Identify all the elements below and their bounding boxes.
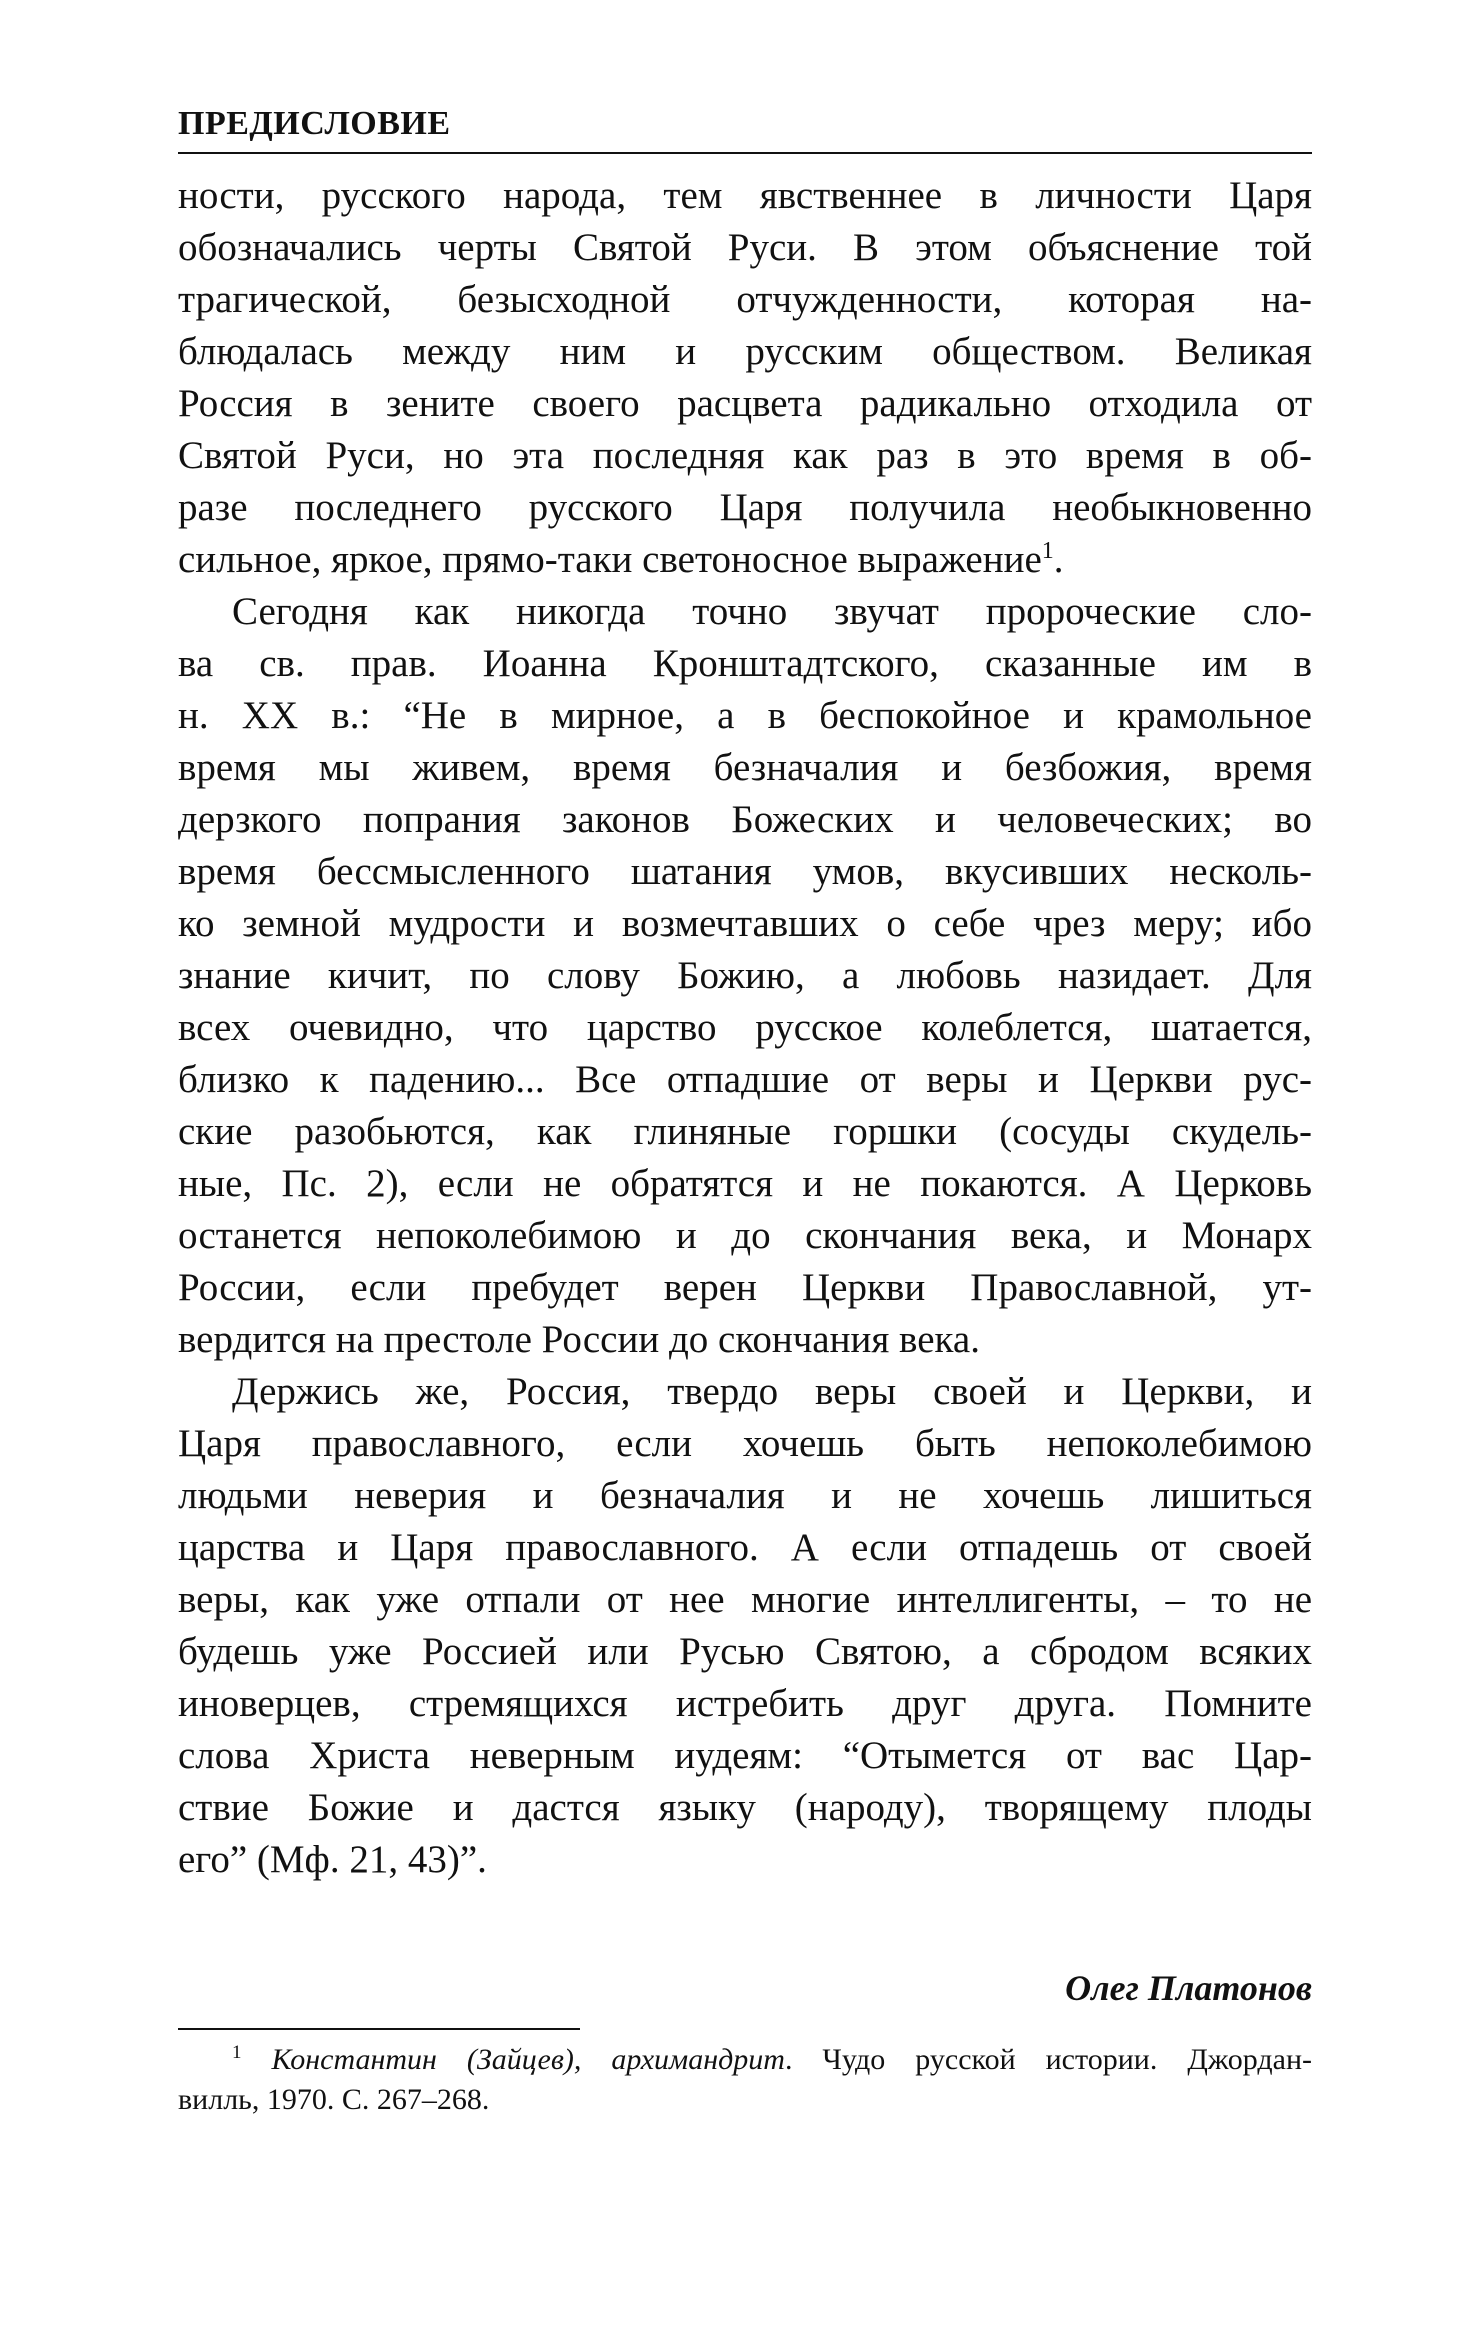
text-line: близко к падению... Все отпадшие от веры и Церкви рус- [178, 1058, 1312, 1101]
text-line: его” (Мф. 21, 43)”. [178, 1838, 487, 1881]
text-line: сильное, яркое, прямо-таки светоносное выражение [178, 538, 1042, 581]
footnote-number: 1 [232, 2042, 242, 2063]
text-line: России, если пребудет верен Церкви Православной, ут- [178, 1266, 1312, 1309]
text-line: ствие Божие и дастся языку (народу), творящему плоды [178, 1786, 1312, 1829]
text-line-last [178, 534, 1312, 586]
text-line: ко земной мудрости и возмечтавших о себе чрез меру; ибо [178, 902, 1312, 945]
text-line: Царя православного, если хочешь быть непоколебимою [178, 1422, 1312, 1465]
header-rule [178, 152, 1312, 154]
text-line: людьми неверия и безначалия и не хочешь лишиться [178, 1474, 1312, 1517]
text-line: разе последнего русского Царя получила необыкновенно [178, 486, 1312, 529]
text-line: ва св. прав. Иоанна Кронштадтского, сказанные им в [178, 642, 1312, 685]
paragraph-3 [178, 1366, 1312, 1886]
text-line: время бессмысленного шатания умов, вкусивших несколь- [178, 850, 1312, 893]
text-line: блюдалась между ним и русским обществом. Великая [178, 330, 1312, 373]
text-line: трагической, безысходной отчужденности, которая на- [178, 278, 1312, 321]
footnote [178, 2040, 1312, 2120]
text-line: веры, как уже отпали от нее многие интеллигенты, – то не [178, 1578, 1312, 1621]
text-line: знание кичит, по слову Божию, а любовь назидает. Для [178, 954, 1312, 997]
text-line: обозначались черты Святой Руси. В этом объяснение той [178, 226, 1312, 269]
footnote-marker[interactable]: 1 [1041, 538, 1054, 564]
footnote-rule [178, 2028, 580, 2030]
running-head: ПРЕДИСЛОВИЕ [178, 105, 451, 142]
body-text [178, 170, 1312, 1886]
text-line: н. XX в.: “Не в мирное, а в беспокойное и крамольное [178, 694, 1312, 737]
text-line: Россия в зените своего расцвета радикально отходила от [178, 382, 1312, 425]
text-line: ности, русского народа, тем явственнее в личности Царя [178, 174, 1312, 217]
paragraph-2 [178, 586, 1312, 1366]
text-line: всех очевидно, что царство русское колеблется, шатается, [178, 1006, 1312, 1049]
line-tail: . [1053, 538, 1064, 581]
text-line: будешь уже Россией или Русью Святою, а сбродом всяких [178, 1630, 1312, 1673]
text-line: ские разобьются, как глиняные горшки (сосуды скудель- [178, 1110, 1312, 1153]
text-line: слова Христа неверным иудеям: “Отымется от вас Цар- [178, 1734, 1312, 1777]
text-line: Святой Руси, но эта последняя как раз в это время в об- [178, 434, 1312, 477]
text-line: царства и Царя православного. А если отпадешь от своей [178, 1526, 1312, 1569]
footnote-author: Константин (Зайцев), архимандрит [271, 2043, 785, 2076]
footnote-title: . Чудо русской истории. Джордан- [784, 2043, 1312, 2076]
paragraph-1 [178, 170, 1312, 586]
text-line: вердится на престоле России до скончания века. [178, 1318, 980, 1361]
text-line: Сегодня как никогда точно звучат пророческие сло- [232, 590, 1312, 633]
text-line: ные, Пс. 2), если не обратятся и не покаются. А Церковь [178, 1162, 1312, 1205]
footnote-line: вилль, 1970. С. 267–268. [178, 2083, 490, 2116]
footnote-line [178, 2040, 1312, 2080]
text-line: иноверцев, стремящихся истребить друг друга. Помните [178, 1682, 1312, 1725]
text-line: Держись же, Россия, твердо веры своей и Церкви, и [232, 1370, 1312, 1413]
text-line: дерзкого попрания законов Божеских и человеческих; во [178, 798, 1312, 841]
author-signature: Олег Платонов [1065, 1968, 1312, 2008]
text-line: останется непоколебимою и до скончания века, и Монарх [178, 1214, 1312, 1257]
text-line: время мы живем, время безначалия и безбожия, время [178, 746, 1312, 789]
